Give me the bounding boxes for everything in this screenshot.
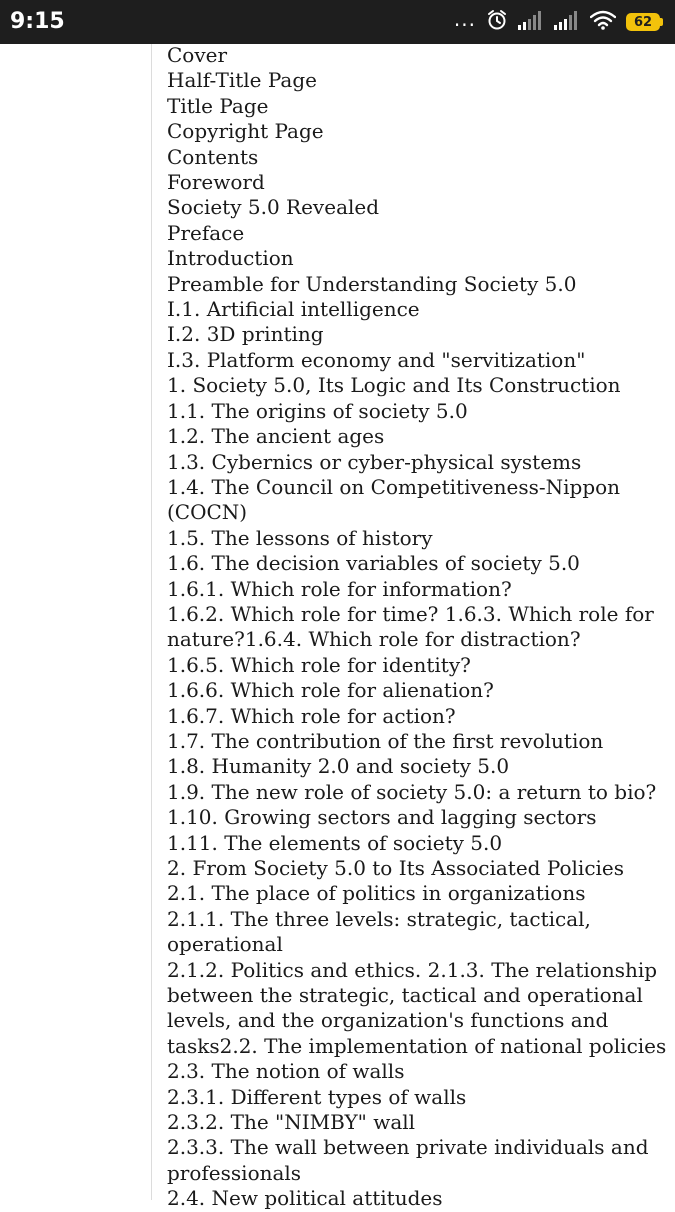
signal-icon [518, 10, 544, 34]
toc-item[interactable]: 2.3.1. Different types of walls [167, 1084, 467, 1109]
toc-item[interactable]: 2.4. New political attitudes [167, 1186, 443, 1211]
toc-item[interactable]: Contents [167, 144, 259, 169]
toc-item[interactable]: 1.1. The origins of society 5.0 [167, 398, 468, 423]
toc-item[interactable]: Introduction [167, 246, 294, 271]
alarm-icon [486, 9, 508, 35]
toc-item[interactable]: 2.3.2. The "NIMBY" wall [167, 1110, 416, 1135]
toc-item[interactable]: 1.10. Growing sectors and lagging sectors [167, 805, 597, 830]
battery-tip [660, 18, 663, 26]
toc-item[interactable]: 1.6. The decision variables of society 5.0 [167, 551, 580, 576]
toc-item[interactable]: 2.1.2. Politics and ethics. 2.1.3. The relationship between the strategic, tactical and operational levels, and the organization's functions and tasks2.2. The implementation of national policies [167, 957, 667, 1058]
toc-item[interactable]: 1.9. The new role of society 5.0: a return to bio? [167, 779, 657, 804]
battery-icon [626, 13, 663, 31]
toc-item[interactable]: Half-Title Page [167, 68, 317, 93]
more-dots-icon: ... [453, 7, 476, 31]
toc-item[interactable]: 2.3. The notion of walls [167, 1059, 405, 1084]
status-icons [454, 0, 663, 44]
toc-item[interactable]: 1. Society 5.0, Its Logic and Its Construction [167, 373, 621, 398]
toc-item[interactable]: 1.11. The elements of society 5.0 [167, 830, 503, 855]
toc-item[interactable]: Cover [167, 43, 228, 67]
toc-item[interactable]: 1.5. The lessons of history [167, 525, 433, 550]
toc-item[interactable]: 1.6.2. Which role for time? 1.6.3. Which role for nature?1.6.4. Which role for distraction? [167, 601, 654, 652]
signal-icon-2 [554, 10, 580, 34]
toc-item[interactable]: 1.6.1. Which role for information? [167, 576, 512, 601]
table-of-contents [167, 43, 667, 1212]
status-bar [0, 0, 675, 44]
toc-item[interactable]: 1.8. Humanity 2.0 and society 5.0 [167, 754, 510, 779]
toc-item[interactable]: 1.6.5. Which role for identity? [167, 652, 471, 677]
toc-item[interactable]: 2.1. The place of politics in organizations [167, 881, 586, 906]
battery-level: 62 [626, 13, 660, 31]
toc-item[interactable]: 1.4. The Council on Competitiveness-Nippon (COCN) [167, 474, 621, 525]
margin-rule [151, 44, 152, 1200]
toc-item[interactable]: 1.3. Cybernics or cyber-physical systems [167, 449, 582, 474]
toc-item[interactable]: Preamble for Understanding Society 5.0 [167, 271, 577, 296]
toc-item[interactable]: 1.6.7. Which role for action? [167, 703, 456, 728]
toc-item[interactable]: I.2. 3D printing [167, 322, 324, 347]
toc-item[interactable]: 1.7. The contribution of the first revolution [167, 728, 604, 753]
toc-item[interactable]: I.1. Artificial intelligence [167, 297, 420, 322]
toc-item[interactable]: 1.6.6. Which role for alienation? [167, 678, 494, 703]
reader-page[interactable] [0, 43, 675, 1211]
toc-item[interactable]: 1.2. The ancient ages [167, 424, 385, 449]
toc-item[interactable]: Title Page [167, 93, 269, 118]
toc-item[interactable]: Copyright Page [167, 119, 324, 144]
toc-item[interactable]: Society 5.0 Revealed [167, 195, 380, 220]
toc-item[interactable]: 2.3.3. The wall between private individuals and professionals [167, 1135, 649, 1185]
toc-item[interactable]: 2.1.1. The three levels: strategic, tactical, operational [167, 906, 591, 957]
wifi-icon [590, 10, 616, 34]
toc-item[interactable]: Preface [167, 220, 245, 245]
status-time: 9:15 [10, 9, 65, 34]
toc-item[interactable]: Foreword [167, 170, 265, 195]
toc-item[interactable]: I.3. Platform economy and "servitization" [167, 347, 586, 372]
toc-item[interactable]: 2. From Society 5.0 to Its Associated Policies [167, 856, 625, 880]
